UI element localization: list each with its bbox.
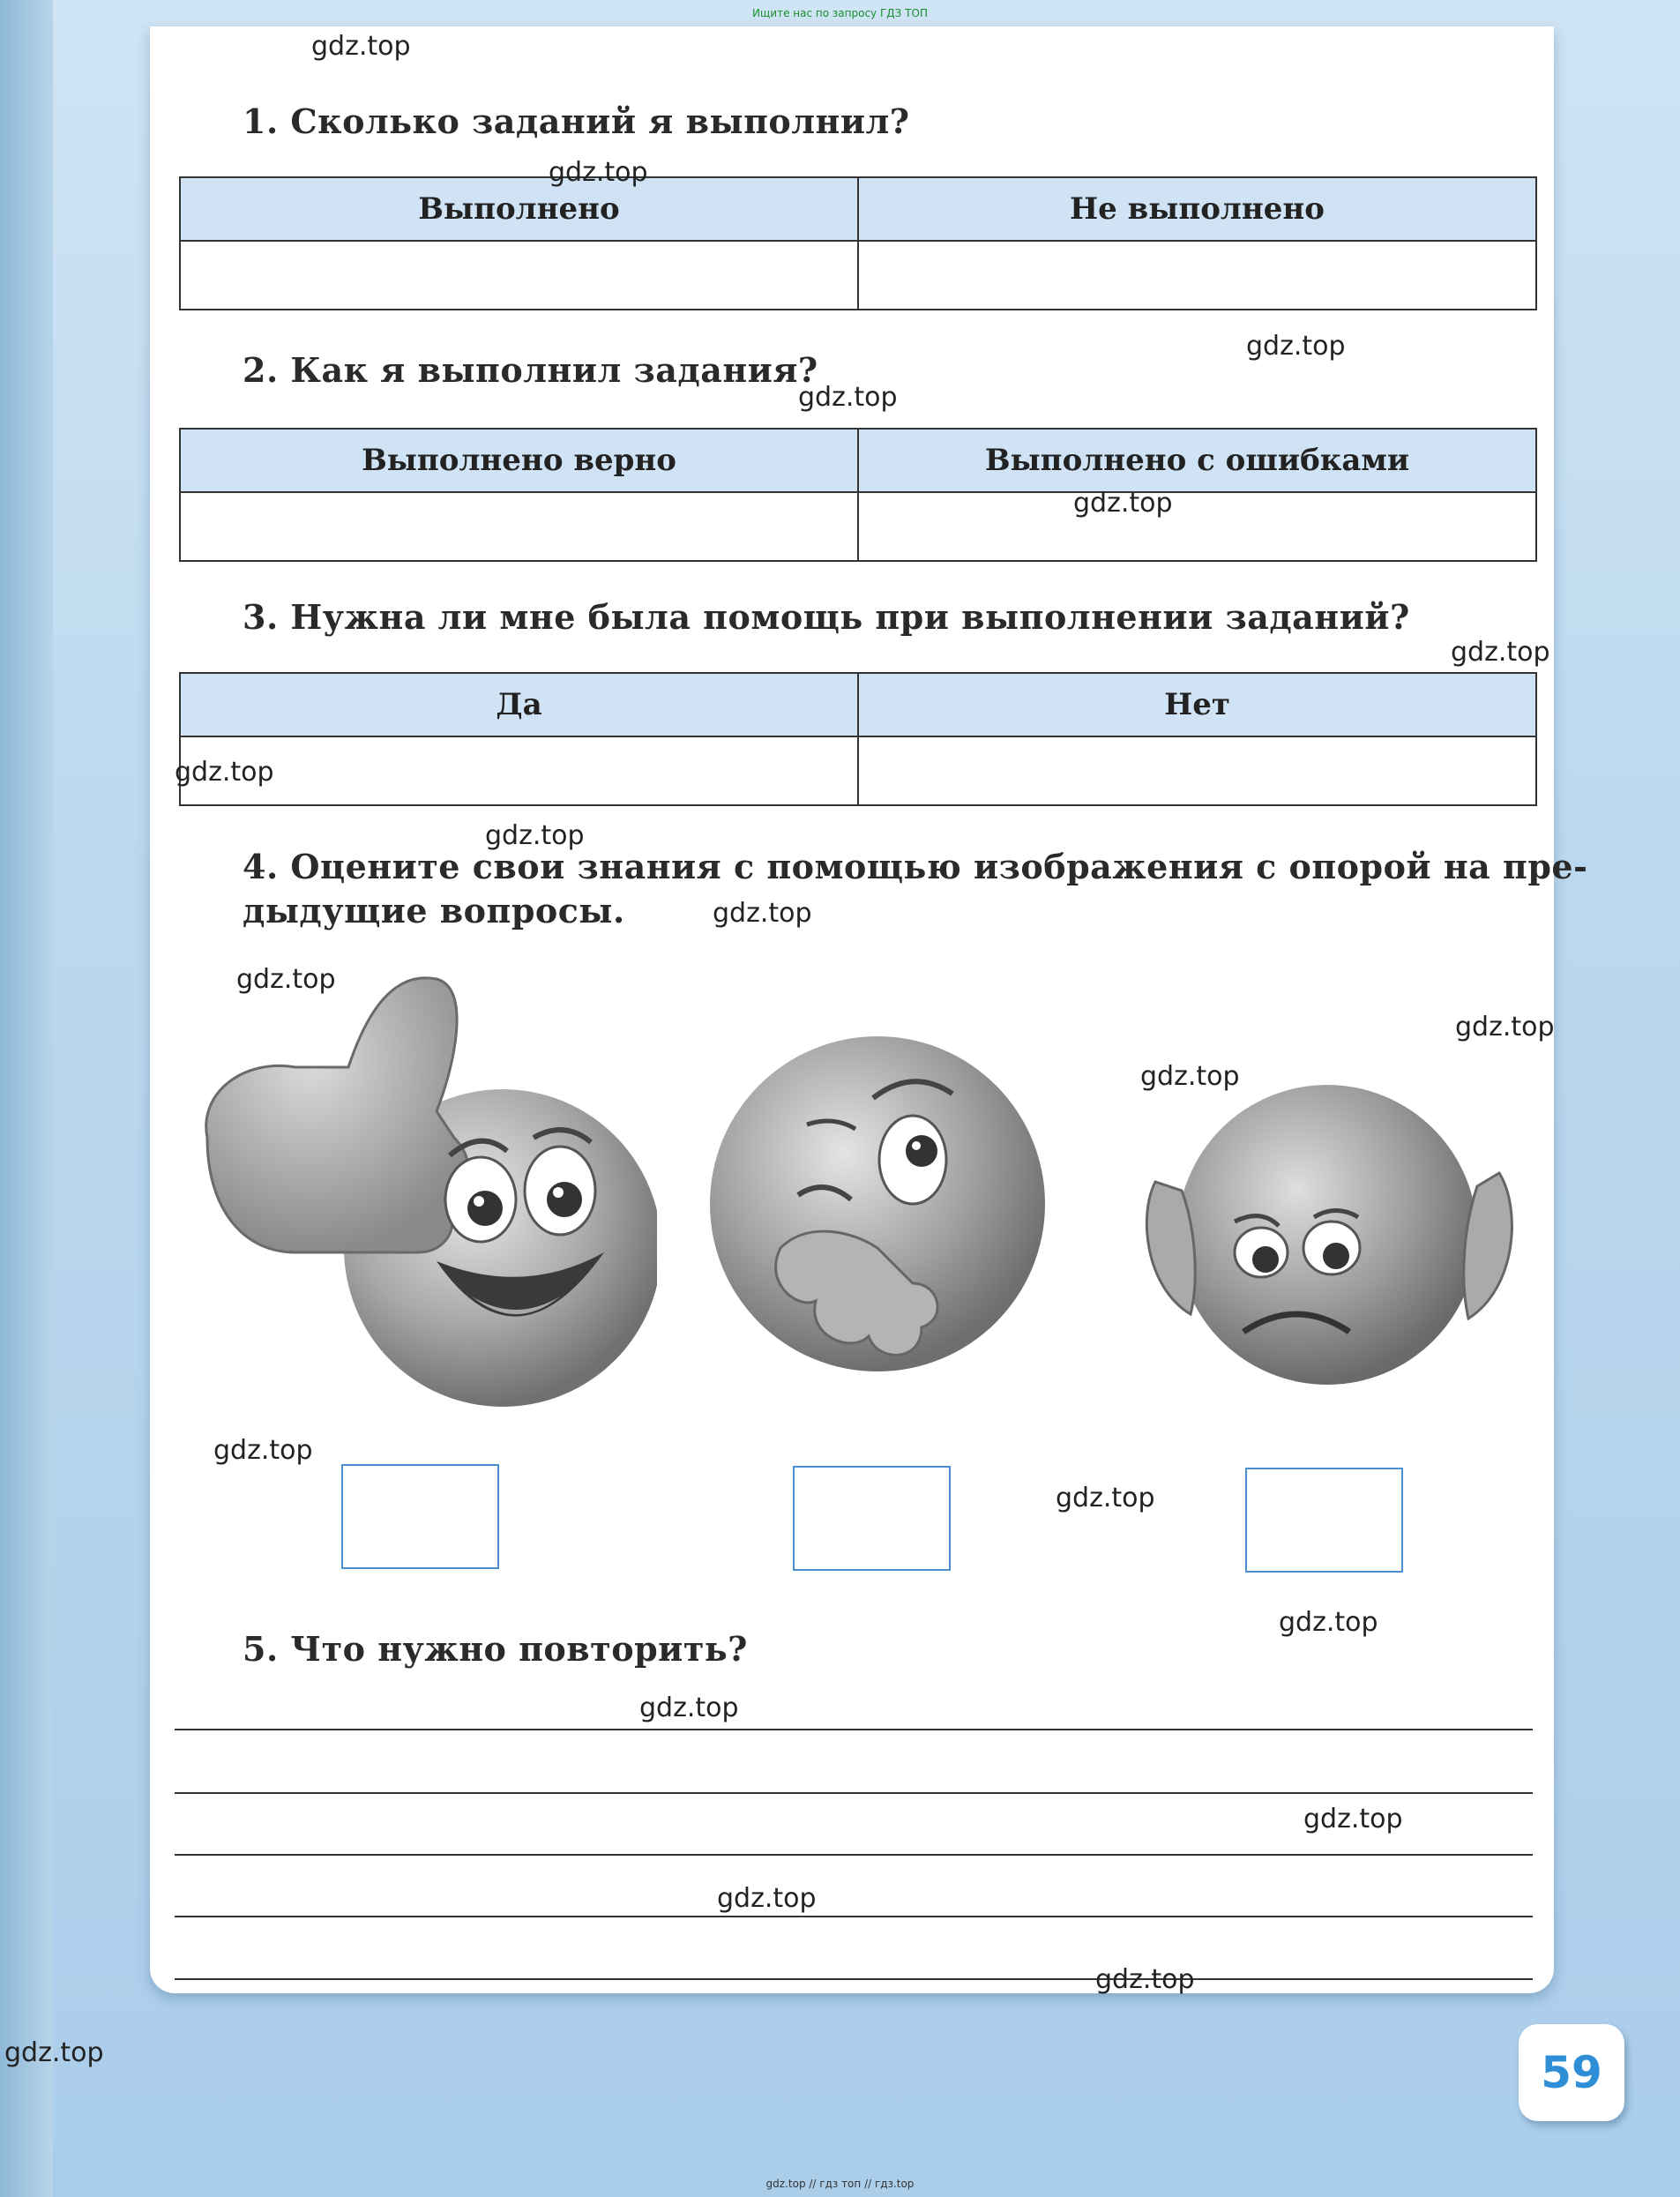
question-1: 1. Сколько заданий я выполнил? [243, 101, 910, 141]
question-5: 5. Что нужно повторить? [243, 1629, 748, 1669]
cell-with-errors[interactable] [858, 492, 1536, 561]
watermark: gdz.top [236, 964, 336, 995]
question-4-line-2: дыдущие вопросы. [243, 891, 625, 930]
answer-line-4[interactable] [175, 1916, 1533, 1917]
watermark: gdz.top [1056, 1483, 1155, 1513]
watermark: gdz.top [798, 382, 898, 413]
watermark: gdz.top [4, 2037, 104, 2068]
sad-smiley-icon [1129, 1076, 1526, 1402]
watermark: gdz.top [485, 820, 585, 851]
watermark: gdz.top [1140, 1061, 1240, 1092]
header-no: Нет [858, 673, 1536, 736]
header-completed: Выполнено [180, 177, 858, 241]
watermark: gdz.top [311, 31, 411, 62]
answer-line-5[interactable] [175, 1978, 1533, 1980]
watermark: gdz.top [175, 757, 274, 788]
header-yes: Да [180, 673, 858, 736]
watermark: gdz.top [713, 898, 812, 929]
watermark: gdz.top [1303, 1804, 1403, 1835]
watermark: gdz.top [1095, 1964, 1195, 1995]
header-with-errors: Выполнено с ошибками [858, 429, 1536, 492]
table-completed [179, 176, 1537, 310]
watermark: gdz.top [1246, 331, 1346, 362]
answer-box-1[interactable] [341, 1464, 499, 1569]
thumbs-up-smiley-icon [190, 961, 657, 1411]
cell-correct[interactable] [180, 492, 858, 561]
top-banner: Ищите нас по запросу ГДЗ ТОП [752, 7, 928, 19]
header-not-completed: Не выполнено [858, 177, 1536, 241]
question-4-line-1: 4. Оцените свои знания с помощью изображения с опорой на пре- [243, 847, 1588, 886]
bottom-banner: gdz.top // гдз топ // гдз.top [765, 2178, 915, 2190]
cell-no[interactable] [858, 736, 1536, 805]
watermark: gdz.top [1073, 488, 1173, 519]
cell-not-completed[interactable] [858, 241, 1536, 310]
header-correct: Выполнено верно [180, 429, 858, 492]
cell-yes[interactable] [180, 736, 858, 805]
table-correctness [179, 428, 1537, 562]
watermark: gdz.top [1451, 637, 1550, 668]
watermark: gdz.top [639, 1693, 739, 1723]
left-edge-strip [0, 0, 53, 2197]
watermark: gdz.top [549, 157, 648, 188]
watermark: gdz.top [1455, 1012, 1555, 1042]
table-help [179, 672, 1537, 806]
watermark: gdz.top [1279, 1607, 1378, 1638]
answer-line-3[interactable] [175, 1854, 1533, 1856]
answer-box-2[interactable] [793, 1466, 951, 1571]
watermark: gdz.top [213, 1435, 313, 1466]
page-number: 59 [1519, 2024, 1624, 2121]
winking-smiley-icon [701, 1019, 1054, 1407]
question-2: 2. Как я выполнил задания? [243, 350, 818, 390]
cell-completed[interactable] [180, 241, 858, 310]
question-3: 3. Нужна ли мне была помощь при выполнении заданий? [243, 597, 1410, 637]
answer-line-1[interactable] [175, 1729, 1533, 1730]
answer-box-3[interactable] [1245, 1468, 1403, 1573]
answer-line-2[interactable] [175, 1792, 1533, 1794]
watermark: gdz.top [717, 1883, 817, 1914]
